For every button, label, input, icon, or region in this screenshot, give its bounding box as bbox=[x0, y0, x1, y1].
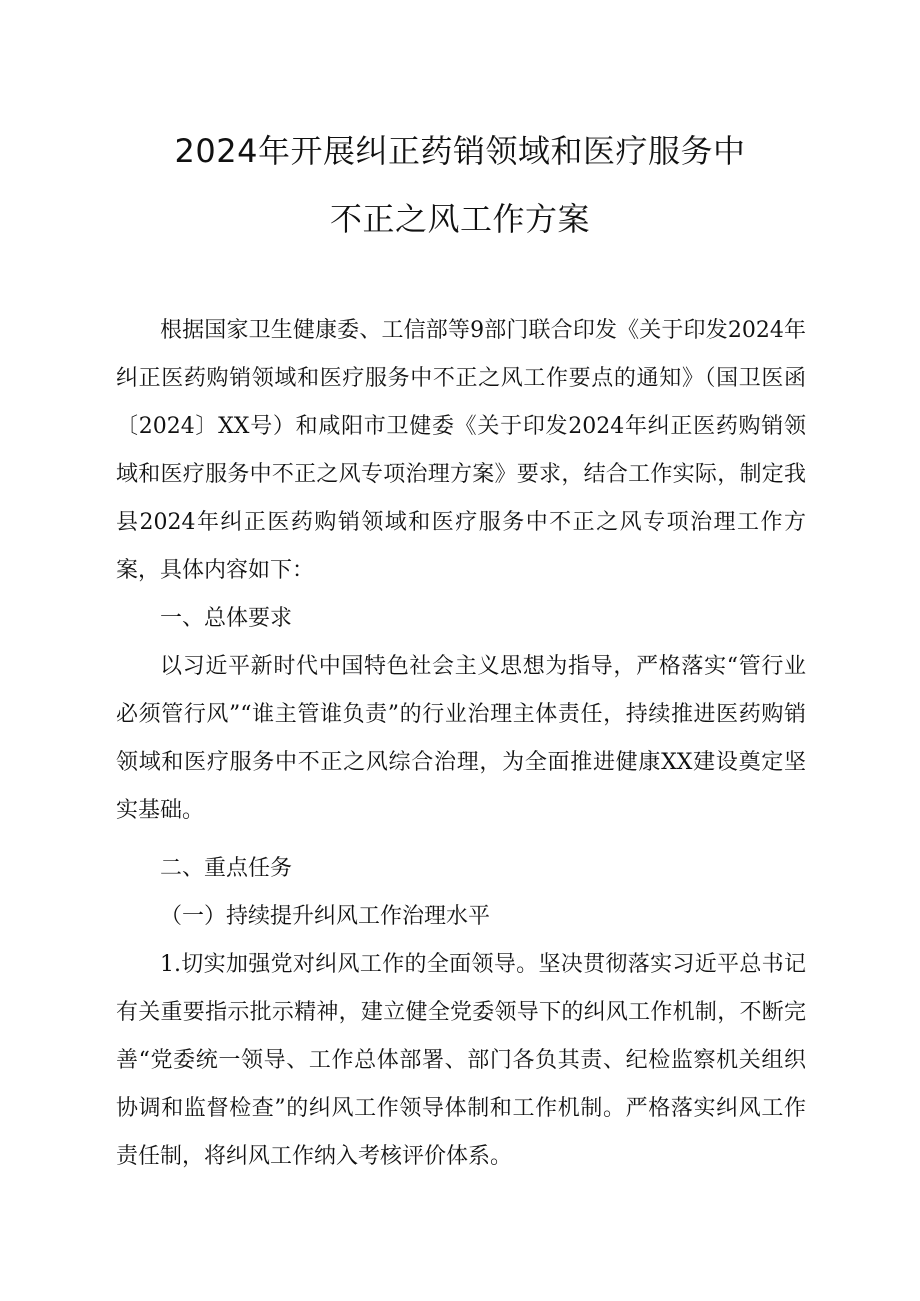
section-heading-key-tasks: 二、重点任务 bbox=[160, 856, 293, 881]
task-1-paragraph: 1.切实加强党对纠风工作的全面领导。坚决贯彻落实习近平总书记有关重要指示批示精神，建立健全党委领导下的纠风工作机制，不断完善“党委统一领导、工作总体部署、部门各负其责、纪检监察机关组织协调和监督检查”的纠风工作领导体制和工作机制。严格落实纠风工作责任制，将纠风工作纳入考核评价体系。 bbox=[116, 952, 806, 1169]
subsection-heading-1: （一）持续提升纠风工作治理水平 bbox=[160, 904, 491, 929]
document-body bbox=[116, 307, 806, 1181]
document-title-line-2: 不正之风工作方案 bbox=[329, 200, 590, 238]
document-title-line-1: 2024年开展纠正药销领域和医疗服务中 bbox=[174, 132, 746, 170]
general-requirements-paragraph: 以习近平新时代中国特色社会主义思想为指导，严格落实“管行业必须管行风”“谁主管谁负责”的行业治理主体责任，持续推进医药购销领域和医疗服务中不正之风综合治理，为全面推进健康XX建设奠定坚实基础。 bbox=[116, 654, 806, 823]
section-heading-general-requirements: 一、总体要求 bbox=[160, 606, 293, 631]
intro-paragraph: 根据国家卫生健康委、工信部等9部门联合印发《关于印发2024年纠正医药购销领域和医疗服务中不正之风工作要点的通知》（国卫医函〔2024〕XX号）和咸阳市卫健委《关于印发2024年纠正医药购销领域和医疗服务中不正之风专项治理方案》要求，结合工作实际，制定我县2024年纠正医药购销领域和医疗服务中不正之风专项治理工作方案，具体内容如下： bbox=[116, 318, 806, 583]
